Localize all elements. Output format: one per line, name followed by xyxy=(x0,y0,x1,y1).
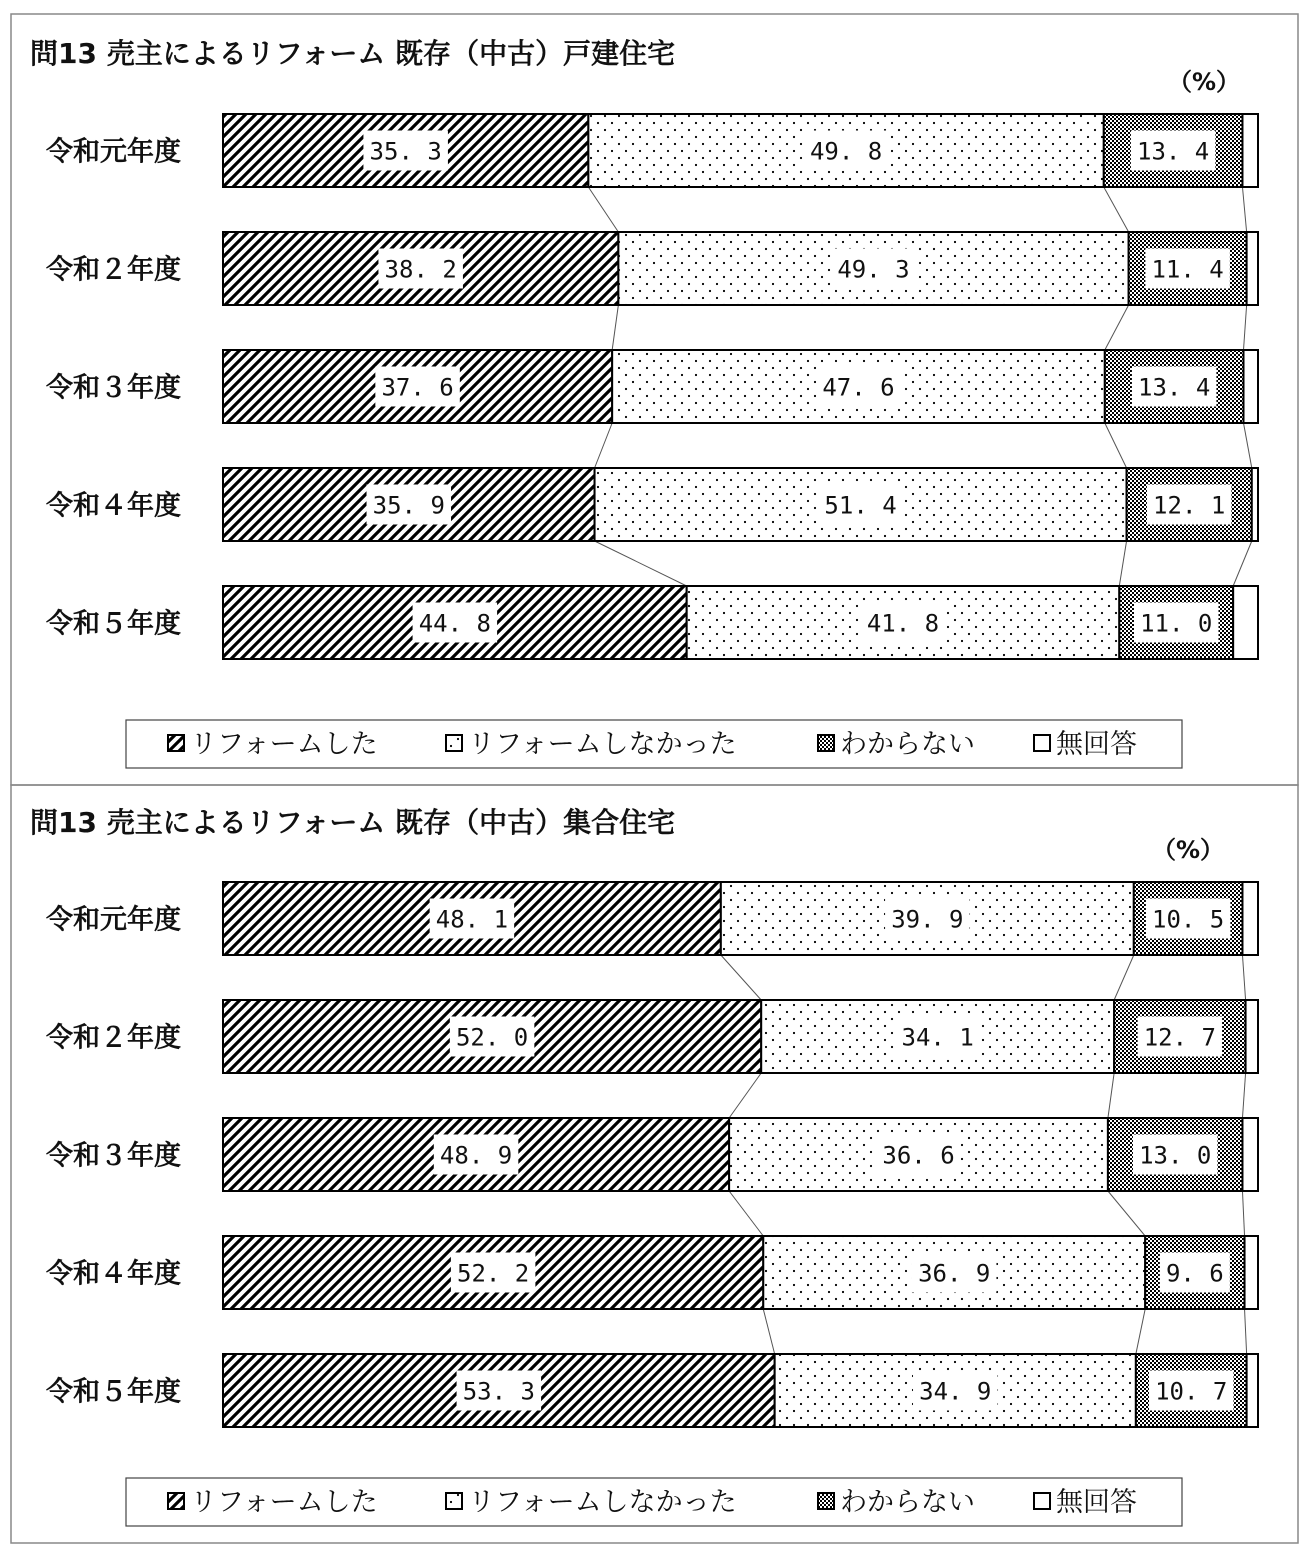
legend-swatch xyxy=(168,1493,184,1509)
connector-line xyxy=(1105,423,1127,468)
bar-segment-no-answer xyxy=(1246,1000,1258,1073)
legend-swatch xyxy=(1034,1493,1050,1509)
category-label: 令和２年度 xyxy=(46,1022,181,1054)
data-label: 10. 5 xyxy=(1152,905,1225,934)
data-label: 9. 6 xyxy=(1165,1259,1224,1288)
data-label: 13. 4 xyxy=(1138,373,1211,402)
data-label: 47. 6 xyxy=(822,373,895,402)
data-label: 34. 1 xyxy=(901,1023,974,1052)
bar-row xyxy=(46,882,1258,955)
category-label: 令和元年度 xyxy=(46,136,181,168)
data-label: 12. 7 xyxy=(1143,1023,1216,1052)
legend-label: 無回答 xyxy=(1056,1487,1137,1518)
connector-line xyxy=(1108,1191,1145,1236)
category-label: 令和３年度 xyxy=(46,372,181,404)
data-label: 49. 3 xyxy=(837,255,910,284)
category-label: 令和元年度 xyxy=(46,904,181,936)
bar-segment-no-answer xyxy=(1252,468,1258,541)
bar-segment-no-answer xyxy=(1242,114,1258,187)
data-label: 12. 1 xyxy=(1153,491,1226,520)
connector-line xyxy=(1233,541,1252,586)
connector-line xyxy=(1244,423,1252,468)
data-label: 48. 9 xyxy=(439,1141,513,1170)
bar-segment-no-answer xyxy=(1245,1236,1258,1309)
data-label: 35. 3 xyxy=(369,137,442,166)
connector-line xyxy=(1242,955,1245,1000)
data-label: 34. 9 xyxy=(919,1377,992,1406)
bar-row xyxy=(46,114,1258,187)
connector-line xyxy=(1119,541,1126,586)
legend-swatch xyxy=(446,1493,462,1509)
category-label: 令和５年度 xyxy=(46,1376,181,1408)
legend-label: わからない xyxy=(840,729,975,760)
data-label: 48. 1 xyxy=(435,905,509,934)
connector-line xyxy=(1105,305,1129,350)
connector-line xyxy=(595,541,687,586)
legend-swatch xyxy=(1034,735,1050,751)
legend-item-reformed xyxy=(168,1487,378,1518)
data-label: 11. 4 xyxy=(1151,255,1224,284)
legend-item-not-reformed xyxy=(446,1487,737,1518)
legend-item-reformed xyxy=(168,729,378,760)
data-label: 52. 0 xyxy=(455,1023,529,1052)
bar-row xyxy=(46,350,1258,423)
bar-row xyxy=(46,586,1258,659)
legend-item-unknown xyxy=(818,729,975,760)
bar-plot xyxy=(46,114,1258,659)
category-label: 令和２年度 xyxy=(46,254,181,286)
data-label: 38. 2 xyxy=(384,255,457,284)
legend-label: リフォームした xyxy=(190,1487,378,1518)
data-label: 51. 4 xyxy=(824,491,897,520)
bar-row xyxy=(46,232,1258,305)
connector-line xyxy=(612,305,618,350)
legend-label: わからない xyxy=(840,1487,975,1518)
data-label: 41. 8 xyxy=(866,609,940,638)
panel-apartment xyxy=(11,785,1298,1543)
connector-line xyxy=(1242,187,1246,232)
data-label: 49. 8 xyxy=(809,137,883,166)
bar-row xyxy=(46,1000,1258,1073)
data-label: 36. 6 xyxy=(882,1141,955,1170)
connector-line xyxy=(729,1191,763,1236)
data-label: 35. 9 xyxy=(372,491,445,520)
category-label: 令和５年度 xyxy=(46,608,181,640)
data-label: 39. 9 xyxy=(891,905,964,934)
panel-detached-house xyxy=(11,14,1298,785)
legend-label: リフォームした xyxy=(190,729,378,760)
legend-swatch xyxy=(818,735,834,751)
legend-label: リフォームしなかった xyxy=(468,729,737,760)
data-label: 37. 6 xyxy=(381,373,454,402)
bar-row xyxy=(46,468,1258,541)
connector-line xyxy=(1136,1309,1145,1354)
legend-swatch xyxy=(446,735,462,751)
legend-swatch xyxy=(818,1493,834,1509)
connector-line xyxy=(721,955,761,1000)
legend-item-not-reformed xyxy=(446,729,737,760)
data-label: 13. 4 xyxy=(1137,137,1210,166)
legend xyxy=(126,720,1182,768)
chart-title: 問13 売主によるリフォーム 既存（中古）戸建住宅 xyxy=(30,37,676,70)
legend-item-unknown xyxy=(818,1487,975,1518)
bar-segment-no-answer xyxy=(1242,1118,1258,1191)
data-label: 36. 9 xyxy=(918,1259,991,1288)
connector-line xyxy=(1242,1191,1244,1236)
bar-row xyxy=(46,1118,1258,1191)
category-label: 令和４年度 xyxy=(46,490,181,522)
data-label: 10. 7 xyxy=(1155,1377,1228,1406)
bar-segment-no-answer xyxy=(1244,350,1258,423)
unit-label: （%） xyxy=(1168,68,1241,96)
chart-title: 問13 売主によるリフォーム 既存（中古）集合住宅 xyxy=(30,806,676,839)
legend-label: 無回答 xyxy=(1056,729,1137,760)
connector-line xyxy=(588,187,618,232)
unit-label: （%） xyxy=(1152,836,1225,864)
connector-line xyxy=(1114,955,1134,1000)
connector-line xyxy=(1244,305,1247,350)
bar-segment-no-answer xyxy=(1247,232,1258,305)
data-label: 53. 3 xyxy=(462,1377,535,1406)
legend xyxy=(126,1478,1182,1526)
bar-row xyxy=(46,1236,1258,1309)
data-label: 44. 8 xyxy=(418,609,491,638)
category-label: 令和３年度 xyxy=(46,1140,181,1172)
data-label: 11. 0 xyxy=(1140,609,1213,638)
bar-row xyxy=(46,1354,1258,1427)
category-label: 令和４年度 xyxy=(46,1258,181,1290)
data-label: 52. 2 xyxy=(457,1259,530,1288)
legend-label: リフォームしなかった xyxy=(468,1487,737,1518)
connector-line xyxy=(1108,1073,1114,1118)
legend-swatch xyxy=(168,735,184,751)
connector-line xyxy=(595,423,613,468)
connector-line xyxy=(1242,1073,1245,1118)
bar-segment-no-answer xyxy=(1247,1354,1258,1427)
connector-line xyxy=(1104,187,1129,232)
connector-line xyxy=(729,1073,761,1118)
data-label: 13. 0 xyxy=(1139,1141,1212,1170)
bar-segment-no-answer xyxy=(1233,586,1258,659)
bar-segment-no-answer xyxy=(1242,882,1258,955)
bar-plot xyxy=(46,882,1258,1427)
connector-line xyxy=(1245,1309,1247,1354)
connector-line xyxy=(763,1309,774,1354)
